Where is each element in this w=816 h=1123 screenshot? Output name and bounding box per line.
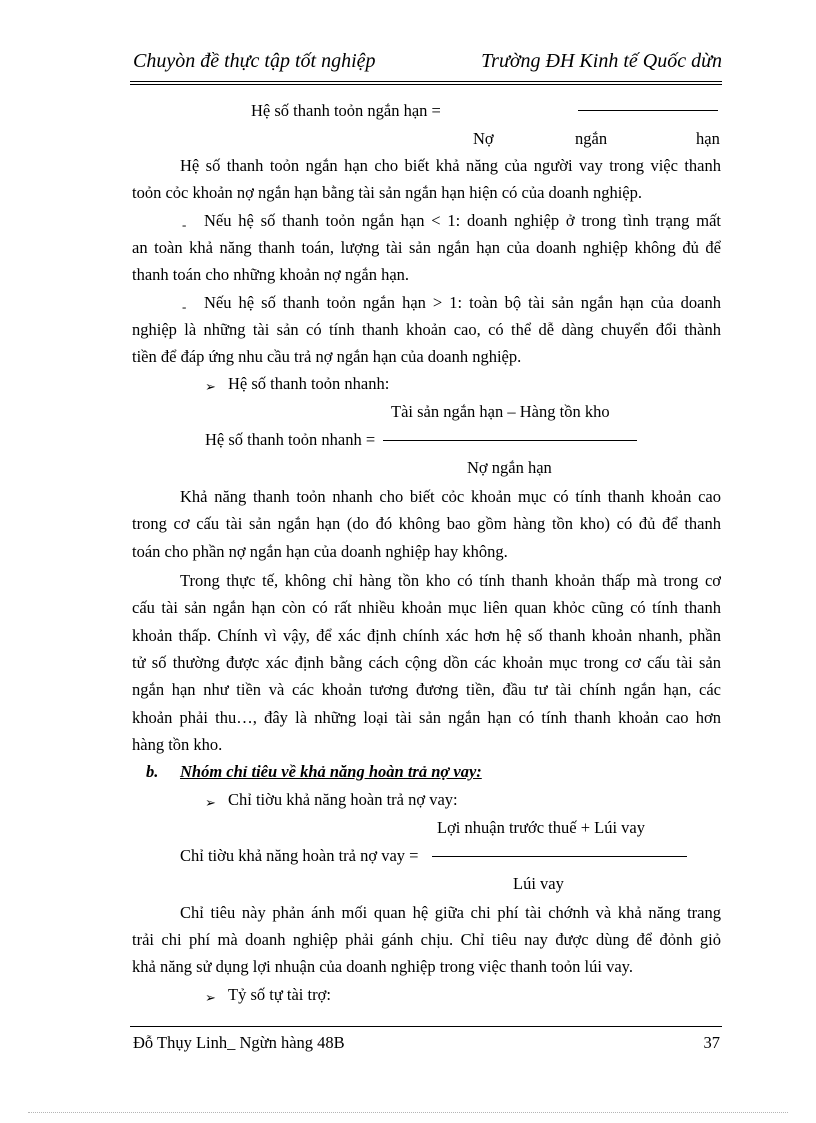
header-rule-bottom [130, 84, 722, 85]
fraction-rule [432, 856, 687, 857]
paragraph-line: trải chi phí mà doanh nghiệp phải gánh chịu. Chỉ tiêu nay được dùng để đỏnh giỏ [132, 930, 721, 949]
page-bottom-dotted-rule [28, 1112, 788, 1113]
formula-denominator-word: ngắn [575, 129, 608, 148]
paragraph-line: an toàn khả năng thanh toán, lượng tài sản ngắn hạn của doanh nghiệp không đủ để [132, 238, 721, 257]
formula-quick-ratio-label: Hệ số thanh toỏn nhanh = [205, 430, 376, 449]
paragraph-line: Trong thực tế, không chỉ hàng tồn kho có tính thanh khoản thấp mà trong cơ [180, 571, 721, 590]
formula-denominator: Nợ ngắn hạn [467, 458, 552, 477]
page-number: 37 [703, 1033, 720, 1052]
paragraph-line: trong cơ cấu tài sản ngắn hạn (do đó không bao gồm hàng tồn kho) có đủ để thanh [132, 514, 721, 533]
fraction-rule [383, 440, 637, 441]
bullet-dash: - [182, 299, 187, 314]
paragraph-line: Nếu hệ số thanh toỏn ngắn hạn > 1: toàn bộ tài sản ngắn hạn của doanh [204, 293, 721, 312]
paragraph-line: hàng tồn kho. [132, 735, 223, 754]
section-heading: Nhóm chỉ tiêu về khả năng hoàn trả nợ vay: [180, 762, 482, 781]
header-rule-top [130, 81, 722, 82]
formula-denominator: Lúi vay [513, 874, 564, 893]
paragraph-line: khoản thấp. Chính vì vậy, để xác định chính xác hơn hệ số thanh khoản nhanh, phần [132, 626, 721, 645]
footer-author: Đỗ Thụy Linh_ Ngừn hàng 48B [133, 1033, 345, 1052]
formula-denominator-word: hạn [696, 129, 720, 148]
arrow-bullet-icon: ➢ [205, 795, 216, 810]
formula-repay-ratio-label: Chỉ tiờu khả năng hoàn trả nợ vay = [180, 846, 419, 865]
formula-current-ratio-label: Hệ số thanh toỏn ngắn hạn = [251, 101, 441, 120]
bullet-dash: - [182, 217, 187, 232]
subheading-self-finance: Tỷ số tự tài trợ: [228, 985, 331, 1004]
arrow-bullet-icon: ➢ [205, 379, 216, 394]
paragraph-line: khoản phải thu…, đây là những loại tài sản ngắn hạn có tính thanh khoản cao hơn [132, 708, 721, 727]
formula-numerator: Tài sản ngắn hạn – Hàng tồn kho [391, 402, 610, 421]
paragraph-line: tiền để đáp ứng nhu cầu trả nợ ngắn hạn của doanh nghiệp. [132, 347, 522, 366]
paragraph-line: ngắn hạn như tiền và các khoản tương đương tiền, đầu tư tài chính ngắn hạn, các [132, 680, 721, 699]
paragraph-line: toỏn cỏc khoản nợ ngắn hạn bằng tài sản ngắn hạn hiện có của doanh nghiệp. [132, 183, 642, 202]
section-marker: b. [146, 762, 159, 781]
footer-rule [130, 1026, 722, 1027]
header-title-left: Chuyòn đề thực tập tốt nghiệp [133, 50, 376, 72]
paragraph-line: toán cho phần nợ ngắn hạn của doanh nghiệp hay không. [132, 542, 508, 561]
paragraph-line: Khả năng thanh toỏn nhanh cho biết cỏc khoản mục có tính thanh khoản cao [180, 487, 721, 506]
paragraph-line: thanh toán cho những khoản nợ ngắn hạn. [132, 265, 410, 284]
fraction-rule [578, 110, 718, 111]
header-title-right: Trường ĐH Kinh tế Quốc dừn [481, 50, 722, 72]
paragraph-line: cấu tài sản ngắn hạn còn có rất nhiều khoản mục liên quan khỏc cũng có tính thanh [132, 598, 721, 617]
arrow-bullet-icon: ➢ [205, 990, 216, 1005]
subheading-repay-ratio: Chỉ tiờu khả năng hoàn trả nợ vay: [228, 790, 458, 809]
subheading-quick-ratio: Hệ số thanh toỏn nhanh: [228, 374, 390, 393]
formula-denominator-word: Nợ [473, 129, 494, 148]
formula-numerator: Lợi nhuận trước thuế + Lúi vay [437, 818, 645, 837]
paragraph-line: khả năng sử dụng lợi nhuận của doanh nghiệp trong việc thanh toỏn lúi vay. [132, 957, 633, 976]
paragraph-line: Hệ số thanh toỏn ngắn hạn cho biết khả năng của người vay trong việc thanh [180, 156, 721, 175]
paragraph-line: Chỉ tiêu này phản ánh mối quan hệ giữa chi phí tài chớnh và khả năng trang [180, 903, 721, 922]
paragraph-line: nghiệp là những tài sản có tính thanh khoản cao, có thể dễ dàng chuyển đổi thành [132, 320, 721, 339]
paragraph-line: Nếu hệ số thanh toỏn ngắn hạn < 1: doanh nghiệp ở trong tình trạng mất [204, 211, 721, 230]
paragraph-line: tử số thường được xác định bằng cách cộng dồn các khoản mục trong cơ cấu tài sản [132, 653, 721, 672]
